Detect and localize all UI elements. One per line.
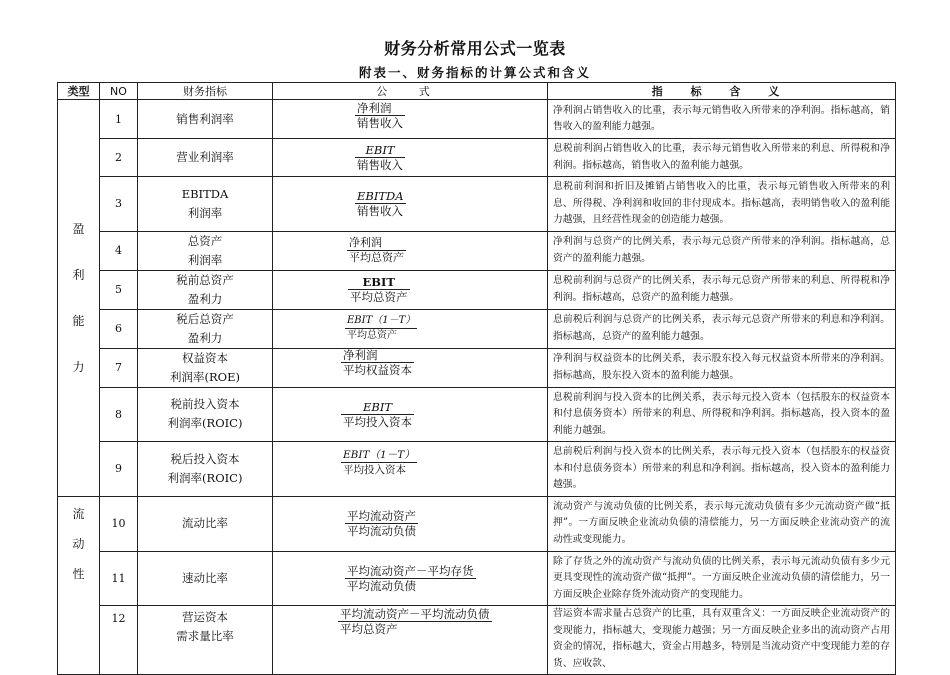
- formula-denominator: 销售收入: [357, 204, 403, 219]
- formula-cell: [273, 442, 548, 497]
- meaning-text: 流动资产与流动负债的比例关系，表示每元流动负债有多少元流动资产做“抵押”。一方面反映企业流动负债的清偿能力，另一方面反映企业流动资产的流动性或变现能力。: [548, 496, 896, 551]
- group-char: 能: [72, 313, 85, 328]
- indicator-name: 营业利润率: [138, 139, 273, 177]
- page-title: 财务分析常用公式一览表: [384, 39, 566, 58]
- formula-denominator: 销售收入: [357, 115, 403, 130]
- formula-fraction: [355, 143, 405, 172]
- indicator-name: 税后投入资本 利润率(ROIC): [138, 442, 273, 497]
- meaning-text: 净利润与总资产的比例关系，表示每元总资产所带来的净利润。指标越高，总资产的盈利能力越强。: [548, 231, 896, 270]
- formula-denominator: 平均投入资本: [343, 414, 412, 429]
- formula-fraction: [347, 236, 406, 265]
- group-profitability: [58, 100, 100, 497]
- row-no: 8: [100, 387, 138, 442]
- formula-cell: [273, 387, 548, 442]
- formula-denominator: 平均流动负债: [347, 524, 416, 538]
- formula-denominator: 平均总资产: [350, 290, 408, 304]
- meaning-text: 息税前利润占销售收入的比重，表示每元销售收入所带来的利息、所得税和净利润。指标越高，销售收入的盈利能力越强。: [548, 139, 896, 177]
- formula-denominator: 平均总资产: [347, 330, 397, 341]
- formula-cell: [273, 551, 548, 606]
- header-indicator: 财务指标: [138, 83, 273, 100]
- formula-cell: [273, 139, 548, 177]
- table-row: [58, 387, 896, 442]
- indicator-name: 销售利润率: [138, 100, 273, 139]
- table-row: [58, 231, 896, 270]
- meaning-text: 净利润与权益资本的比例关系，表示股东投入每元权益资本所带来的净利润。指标越高，股东投入资本的盈利能力越强。: [548, 348, 896, 387]
- formula-fraction: [345, 314, 417, 343]
- meaning-text: 息税前利润与投入资本的比例关系，表示每元投入资本（包括股东的权益资本和付息债务资本）所带来的利息、所得税和净利润。指标越高，投入资本的盈利能力越强。: [548, 387, 896, 442]
- group-char: 流: [72, 506, 85, 521]
- group-char: 力: [72, 359, 85, 374]
- table-row: [58, 442, 896, 497]
- row-no: 5: [100, 270, 138, 309]
- header-formula: 公 式: [273, 83, 548, 100]
- formula-fraction: [345, 509, 418, 538]
- meaning-text: 息税前利润与总资产的比例关系，表示每元总资产所带来的利息、所得税和净利润。指标越高，总资产的盈利能力越强。: [548, 270, 896, 309]
- meaning-text: 除了存货之外的流动资产与流动负债的比例关系，表示每元流动负债有多少元更具变现性的流动资产做“抵押”。一方面反映企业流动负债的清偿能力，另一方面反映企业除存货外流动资产的变现能力。: [548, 551, 896, 606]
- formula-numerator: 平均流动资产: [347, 509, 416, 523]
- row-no: 11: [100, 551, 138, 606]
- table-row: [58, 309, 896, 348]
- row-no: 12: [100, 606, 138, 675]
- row-no: 2: [100, 139, 138, 177]
- formula-numerator: EBIT: [348, 275, 410, 290]
- formula-fraction: [338, 607, 492, 636]
- indicator-name: 权益资本 利润率(ROE): [138, 348, 273, 387]
- row-no: 6: [100, 309, 138, 348]
- table-subtitle: 附表一、财务指标的计算公式和含义: [358, 65, 591, 80]
- meaning-text: 息前税后利润与投入资本的比例关系，表示每元投入资本（包括股东的权益资本和付息债务资本）所带来的利息和净利润。指标越高，投入资本的盈利能力越强。: [548, 442, 896, 497]
- indicator-name: 营运资本 需求量比率: [138, 606, 273, 675]
- table-header-row: [58, 83, 896, 100]
- table-row: [58, 100, 896, 139]
- formula-numerator: EBIT（1－T）: [345, 314, 417, 329]
- formula-cell: [273, 309, 548, 348]
- indicator-name: 速动比率: [138, 551, 273, 606]
- indicator-name: 总资产 利润率: [138, 231, 273, 270]
- meaning-text: 息前税后利润与总资产的比例关系，表示每元总资产所带来的利息和净利润。指标越高，总资产的盈利能力越强。: [548, 309, 896, 348]
- row-no: 7: [100, 348, 138, 387]
- table-row: [58, 496, 896, 551]
- formula-cell: [273, 100, 548, 139]
- formula-denominator: 平均流动负债: [347, 578, 416, 593]
- formula-numerator: EBIT: [355, 143, 405, 158]
- formula-numerator: 平均流动资产－平均存货: [347, 563, 474, 578]
- indicator-name: 税前总资产 盈利力: [138, 270, 273, 309]
- formula-numerator: EBIT（1－T）: [343, 449, 415, 462]
- formula-numerator: 平均流动资产－平均流动负债: [340, 607, 490, 621]
- formula-cell: [273, 606, 548, 675]
- formula-denominator: 平均总资产: [349, 251, 404, 264]
- formula-fraction: [345, 564, 476, 593]
- formula-cell: [273, 270, 548, 309]
- table-row: [58, 177, 896, 232]
- table-row: [58, 139, 896, 177]
- table-row: [58, 270, 896, 309]
- formula-cell: [273, 496, 548, 551]
- header-type: 类型: [58, 83, 100, 100]
- formula-numerator: EBIT: [341, 400, 414, 415]
- row-no: 9: [100, 442, 138, 497]
- formula-denominator: 平均总资产: [340, 622, 398, 636]
- formula-cell: [273, 231, 548, 270]
- group-char: 盈: [72, 221, 85, 236]
- formula-cell: [273, 348, 548, 387]
- formula-table: [57, 82, 896, 675]
- indicator-name: EBITDA 利润率: [138, 177, 273, 232]
- row-no: 4: [100, 231, 138, 270]
- group-char: 动: [72, 536, 85, 551]
- formula-numerator: EBITDA: [357, 189, 404, 204]
- meaning-text: 息税前利润和折旧及摊销占销售收入的比重，表示每元销售收入所带来的利息、所得税、净利润和收回的非付现成本。指标越高，表明销售收入的盈利能力越强，且经营性现金的创造能力越强。: [548, 177, 896, 232]
- formula-fraction: [355, 101, 405, 130]
- meaning-text: 营运资本需求量占总资产的比重，具有双重含义：一方面反映企业流动资产的变现能力，指标越大，变现能力越强；另一方面反映企业多出的流动资产占用资金的情况，指标越大，资金占用越多，特别是当流动资产中变现能力差的存货、应收款、: [548, 606, 896, 675]
- formula-fraction: [341, 348, 414, 377]
- formula-denominator: 平均权益资本: [343, 363, 412, 377]
- meaning-text: 净利润占销售收入的比重，表示每元销售收入所带来的净利润。指标越高，销售收入的盈利能力越强。: [548, 100, 896, 139]
- formula-numerator: 净利润: [355, 101, 405, 116]
- formula-fraction: [355, 189, 406, 218]
- formula-numerator: 净利润: [347, 236, 406, 251]
- header-meaning: 指 标 含 义: [548, 83, 896, 100]
- formula-cell: [273, 177, 548, 232]
- formula-fraction: [341, 448, 417, 477]
- indicator-name: 流动比率: [138, 496, 273, 551]
- row-no: 3: [100, 177, 138, 232]
- formula-fraction: [348, 275, 410, 304]
- group-liquidity: [58, 496, 100, 675]
- row-no: 10: [100, 496, 138, 551]
- group-char: 利: [72, 267, 85, 282]
- formula-numerator: 净利润: [341, 348, 414, 363]
- group-char: 性: [72, 566, 85, 581]
- formula-denominator: 销售收入: [357, 158, 403, 172]
- row-no: 1: [100, 100, 138, 139]
- header-no: NO: [100, 83, 138, 100]
- formula-fraction: [341, 400, 414, 429]
- table-row: [58, 606, 896, 675]
- formula-denominator: 平均投入资本: [343, 464, 406, 477]
- table-row: [58, 348, 896, 387]
- indicator-name: 税后总资产 盈利力: [138, 309, 273, 348]
- indicator-name: 税前投入资本 利润率(ROIC): [138, 387, 273, 442]
- table-row: [58, 551, 896, 606]
